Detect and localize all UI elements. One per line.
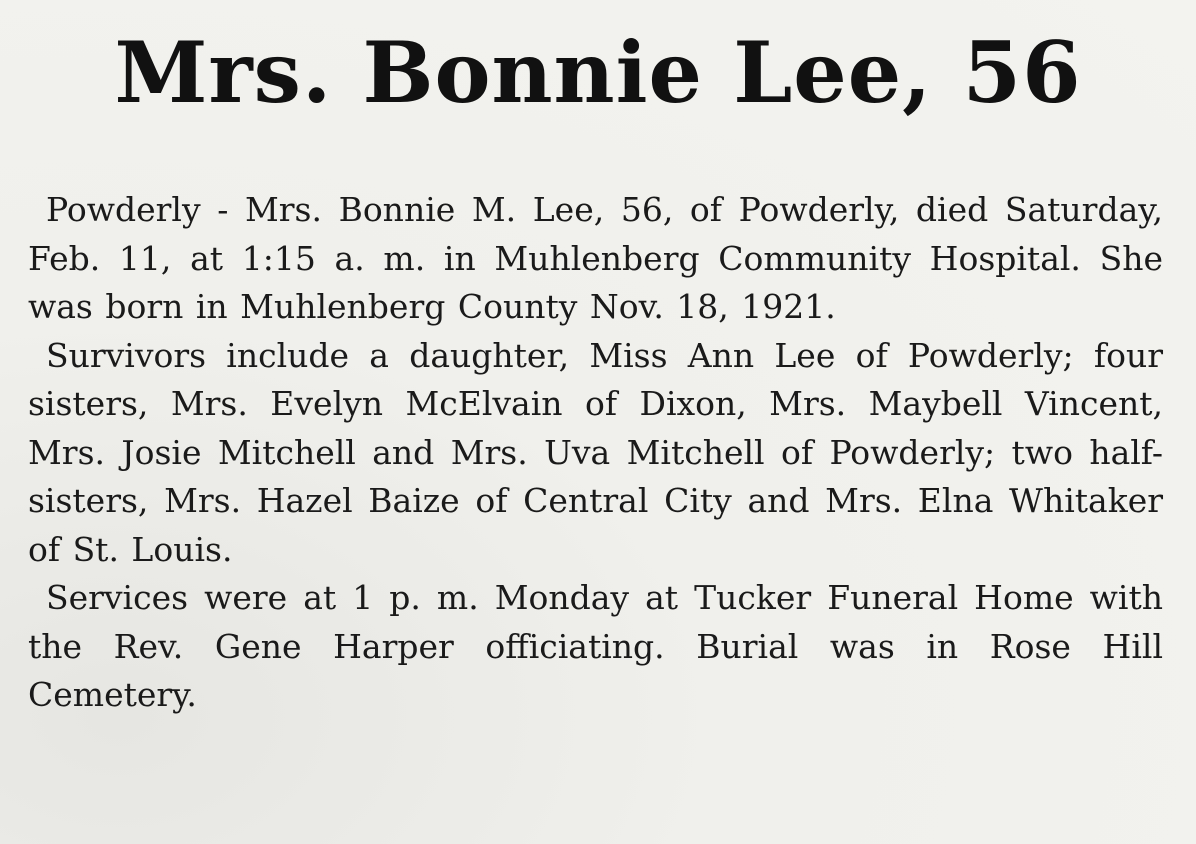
paragraph-death-notice: Powderly - Mrs. Bonnie M. Lee, 56, of Powderly, died Saturday, Feb. 11, at 1:15 a. m. in Muhlenberg Community Hospital. She was born in Muhlenberg County Nov. 18, 1921.: [28, 190, 1163, 326]
obituary-body: [28, 186, 1163, 720]
obituary-headline: Mrs. Bonnie Lee, 56: [114, 23, 1082, 122]
paragraph-survivors: Survivors include a daughter, Miss Ann Lee of Powderly; four sisters, Mrs. Evelyn McElvain of Dixon, Mrs. Maybell Vincent, Mrs. Josie Mitchell and Mrs. Uva Mitchell of Powderly; two half-sisters, Mrs. Hazel Baize of Central City and Mrs. Elna Whitaker of St. Louis.: [28, 335, 1163, 569]
paragraph-services: Services were at 1 p. m. Monday at Tucker Funeral Home with the Rev. Gene Harper officiating. Burial was in Rose Hill Cemetery.: [28, 578, 1163, 714]
